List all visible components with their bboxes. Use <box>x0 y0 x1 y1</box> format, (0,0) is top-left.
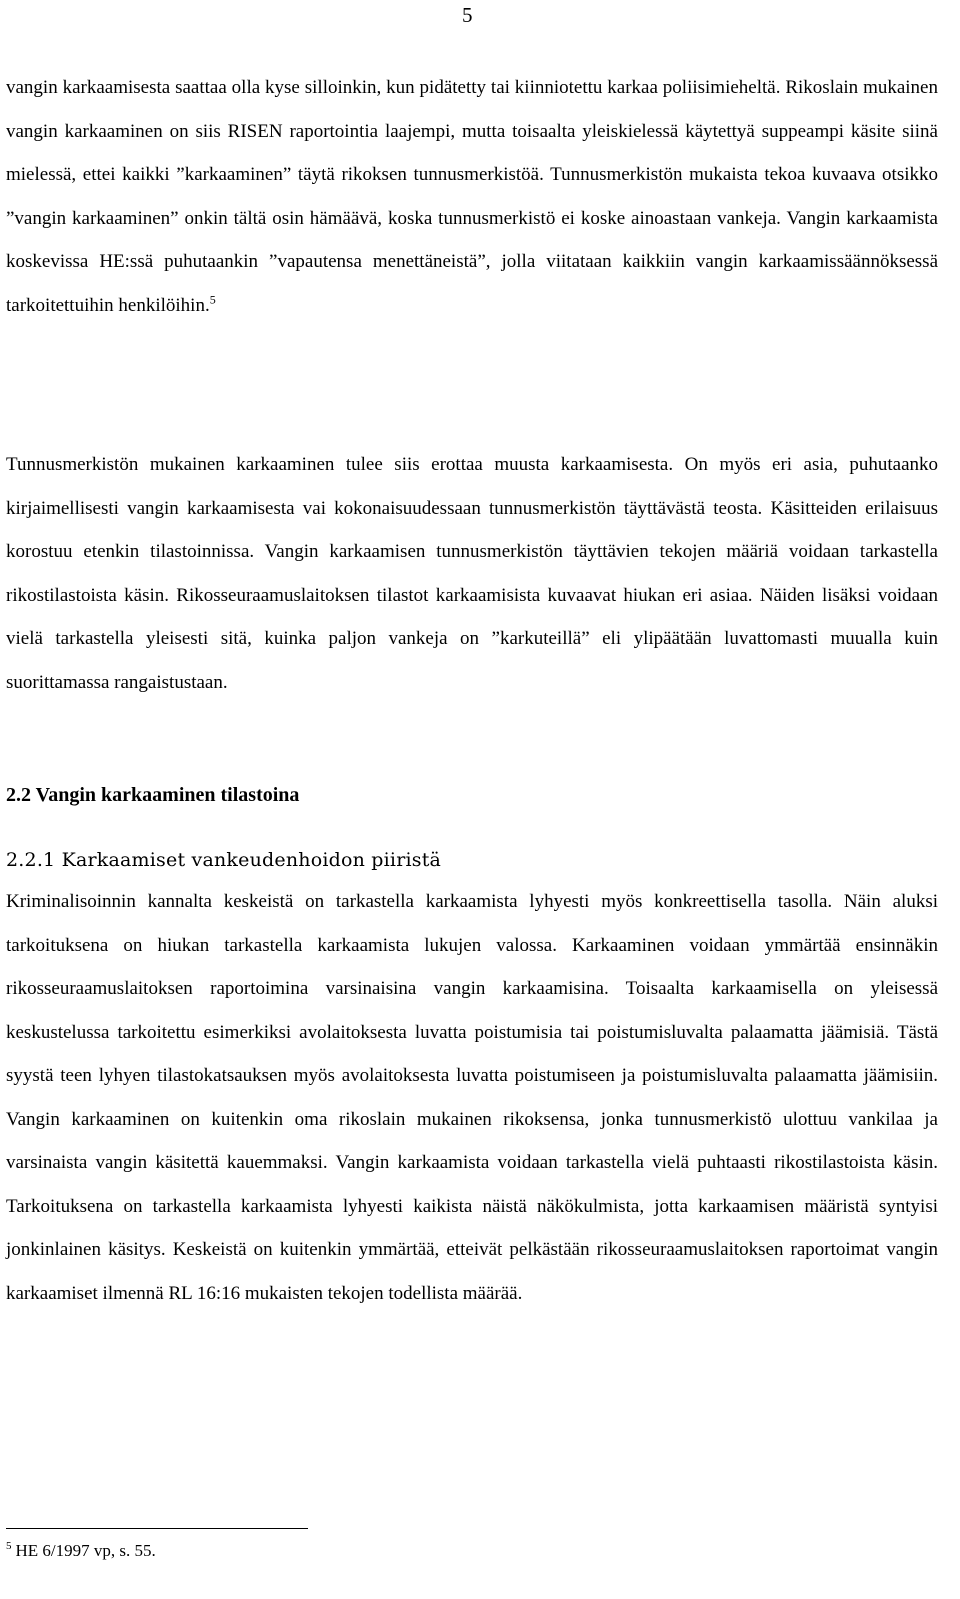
footnote-text: HE 6/1997 vp, s. 55. <box>15 1541 156 1560</box>
section-heading: 2.2 Vangin karkaaminen tilastoina <box>6 784 300 806</box>
subsection-heading: 2.2.1 Karkaamiset vankeudenhoidon piiristä <box>6 849 442 871</box>
paragraph-1-text: vangin karkaamisesta saattaa olla kyse silloinkin, kun pidätetty tai kiinniotettu karkaa poliisimieheltä. Rikoslain mukainen vangin karkaaminen on siis RISEN raportointia laajempi, mutta toisaalta yleiskielessä käytettyä suppeampi käsite siinä mielessä, ettei kaikki ”karkaaminen” täytä rikoksen tunnusmerkistöä. Tunnusmerkistön mukaista tekoa kuvaava otsikko ”vangin karkaaminen” onkin tältä osin hämäävä, koska tunnusmerkistö ei koske ainoastaan vankeja. Vangin karkaamista koskevissa HE:ssä puhutaankin ”vapautensa menettäneistä”, jolla viitataan kaikkiin vangin karkaamissäännöksessä tarkoitettuihin henkilöihin. <box>6 77 938 316</box>
paragraph-3: Kriminalisoinnin kannalta keskeistä on tarkastella karkaamista lyhyesti myös konkreettisella tasolla. Näin aluksi tarkoituksena on hiukan tarkastella karkaamista lukujen valossa. Karkaaminen voidaan ymmärtää ensinnäkin rikosseuraamuslaitoksen raportoimina varsinaisina vangin karkaamisina. Toisaalta karkaamisella on yleisessä keskustelussa tarkoitettu esimerkiksi avolaitoksesta luvatta poistumisia tai poistumisluvalta palaamatta jäämisiä. Tästä syystä teen lyhyen tilastokatsauksen myös avolaitoksesta luvatta poistumiseen ja poistumisluvalta palaamatta jäämisiin. Vangin karkaaminen on kuitenkin oma rikoslain mukainen rikoksensa, jonka tunnusmerkistö ulottuu vankilaa ja varsinaista vangin käsitettä kauemmaksi. Vangin karkaamista voidaan tarkastella vielä puhtaasti rikostilastoista käsin. Tarkoituksena on tarkastella karkaamista lyhyesti kaikista näistä näkökulmista, jotta karkaamisen määristä syntyisi jonkinlainen käsitys. Keskeistä on kuitenkin ymmärtää, etteivät pelkästään rikosseuraamuslaitoksen raportoimat vangin karkaamiset ilmennä RL 16:16 mukaisten tekojen todellista määrää. <box>6 891 938 1304</box>
page-number: 5 <box>462 3 473 27</box>
footnote-reference: 5 <box>209 292 216 307</box>
footnote-number: 5 <box>6 1540 12 1553</box>
footnote-separator <box>6 1528 308 1529</box>
paragraph-1 <box>6 66 938 327</box>
footnote <box>6 1538 156 1564</box>
paragraph-2: Tunnusmerkistön mukainen karkaaminen tulee siis erottaa muusta karkaamisesta. On myös eri asia, puhutaanko kirjaimellisesti vangin karkaamisesta vai kokonaisuudessaan tunnusmerkistön täyttävästä teosta. Käsitteiden erilaisuus korostuu etenkin tilastoinnissa. Vangin karkaamisen tunnusmerkistön täyttävien tekojen määriä voidaan tarkastella rikostilastoista käsin. Rikosseuraamuslaitoksen tilastot karkaamisista kuvaavat hiukan eri asiaa. Näiden lisäksi voidaan vielä tarkastella yleisesti sitä, kuinka paljon vankeja on ”karkuteillä” eli ylipäätään luvattomasti muualla kuin suorittamassa rangaistustaan. <box>6 454 938 693</box>
